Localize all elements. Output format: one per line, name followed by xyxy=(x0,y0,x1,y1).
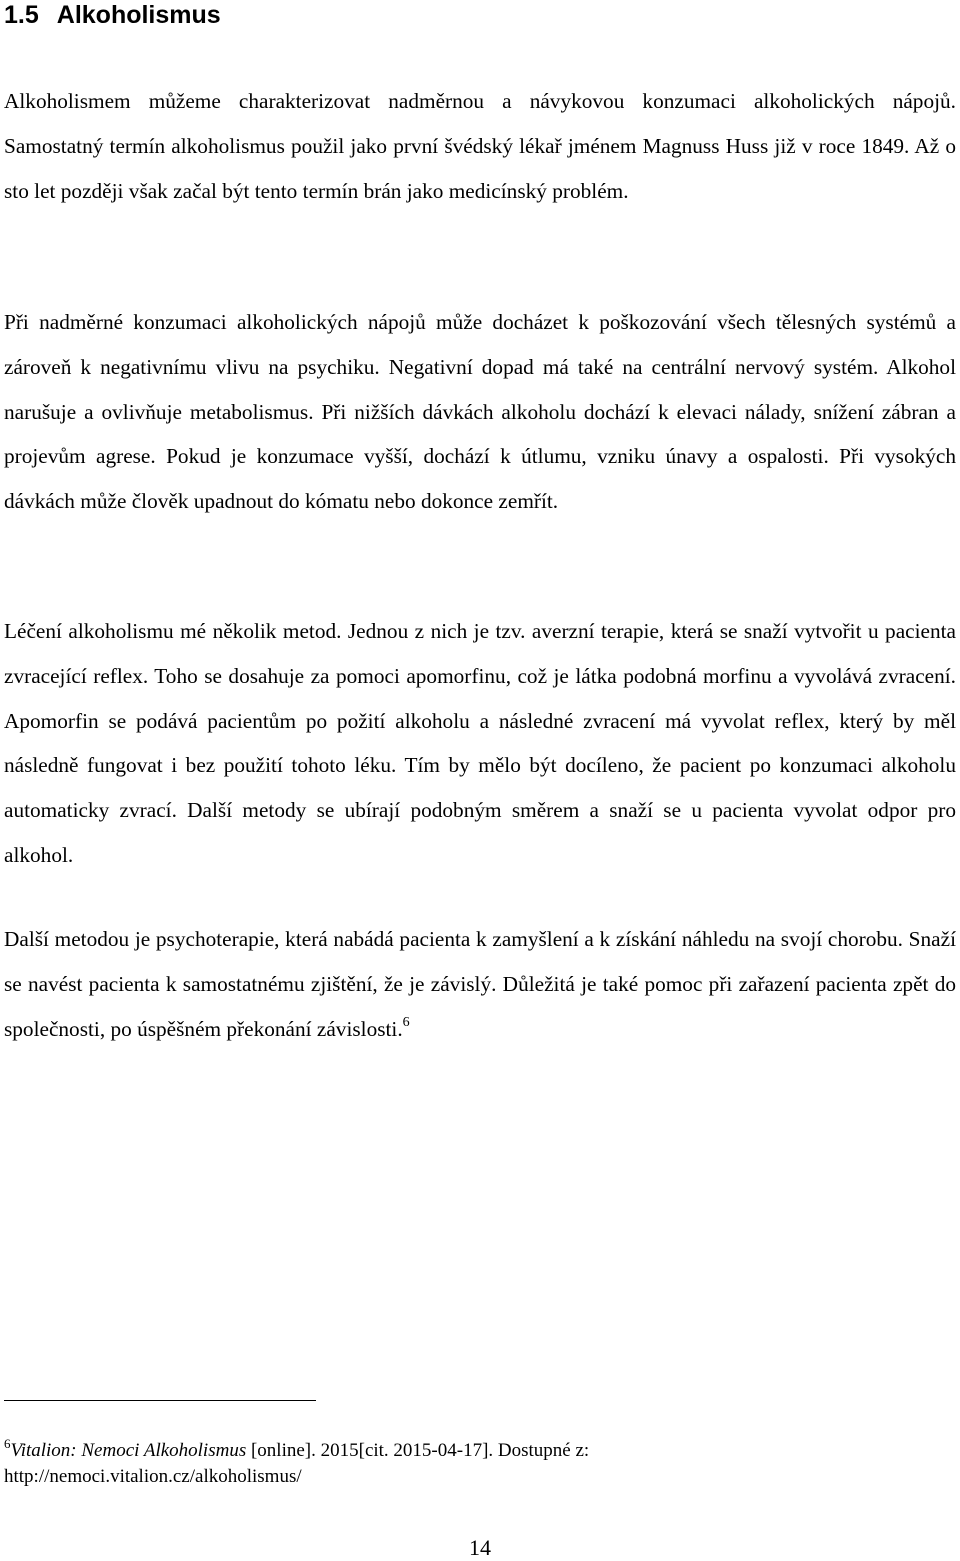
footnote-source-title: Vitalion: Nemoci Alkoholismus xyxy=(10,1440,247,1461)
section-heading xyxy=(4,0,221,30)
paragraph-text: Při nadměrné konzumaci alkoholických nápojů může docházet k poškozování všech tělesných systémů a zároveň k negativnímu vlivu na psychiku. Negativní dopad má také na centrální nervový systém. Alkohol narušuje a ovlivňuje metabolismus. Při nižších dávkách alkoholu dochází k elevaci nálady, snížení zábran a projevům agrese. Pokud je konzumace vyšší, dochází k útlumu, vzniku únavy a ospalosti. Při vysokých dávkách může člověk upadnout do kómatu nebo dokonce zemřít. xyxy=(4,310,956,514)
page-number: 14 xyxy=(469,1535,491,1560)
paragraph-text: Další metodou je psychoterapie, která nabádá pacienta k zamyšlení a k získání náhledu na svojí chorobu. Snaží se navést pacienta k samostatnému zjištění, že je závislý. Důležitá je také pomoc při zařazení pacienta zpět do společnosti, po úspěšném překonání závislosti. xyxy=(4,927,956,1041)
footnote-text: [online]. 2015[cit. 2015-04-17]. Dostupné z: xyxy=(246,1440,590,1461)
paragraph-psychotherapy xyxy=(4,917,956,1051)
paragraph-treatment xyxy=(4,609,956,878)
section-number: 1.5 xyxy=(4,1,39,29)
paragraph-text: Alkoholismem můžeme charakterizovat nadměrnou a návykovou konzumaci alkoholických nápojů. Samostatný termín alkoholismus použil jako první švédský lékař jménem Magnuss Huss již v roce 1849. Až o sto let později však začal být tento termín brán jako medicínský problém. xyxy=(4,89,956,203)
paragraph-intro xyxy=(4,79,956,213)
footnote-reference[interactable]: 6 xyxy=(402,1014,410,1030)
footnote-url[interactable]: http://nemoci.vitalion.cz/alkoholismus/ xyxy=(4,1466,302,1487)
section-title: Alkoholismus xyxy=(56,1,221,29)
footnote xyxy=(4,1438,944,1490)
footnote-separator xyxy=(4,1400,316,1401)
paragraph-text: Léčení alkoholismu mé několik metod. Jednou z nich je tzv. averzní terapie, která se snaží vytvořit u pacienta zvracející reflex. Toho se dosahuje za pomoci apomorfinu, což je látka podobná morfinu a vyvolává zvracení. Apomorfin se podává pacientům po požití alkoholu a následné zvracení má vyvolat reflex, který by měl následně fungovat i bez použití tohoto léku. Tím by mělo být docíleno, že pacient po konzumaci alkoholu automaticky zvrací. Další metody se ubírají podobným směrem a snaží se u pacienta vyvolat odpor pro alkohol. xyxy=(4,619,956,867)
footnote-mark: 6 xyxy=(4,1436,11,1451)
paragraph-effects xyxy=(4,300,956,524)
